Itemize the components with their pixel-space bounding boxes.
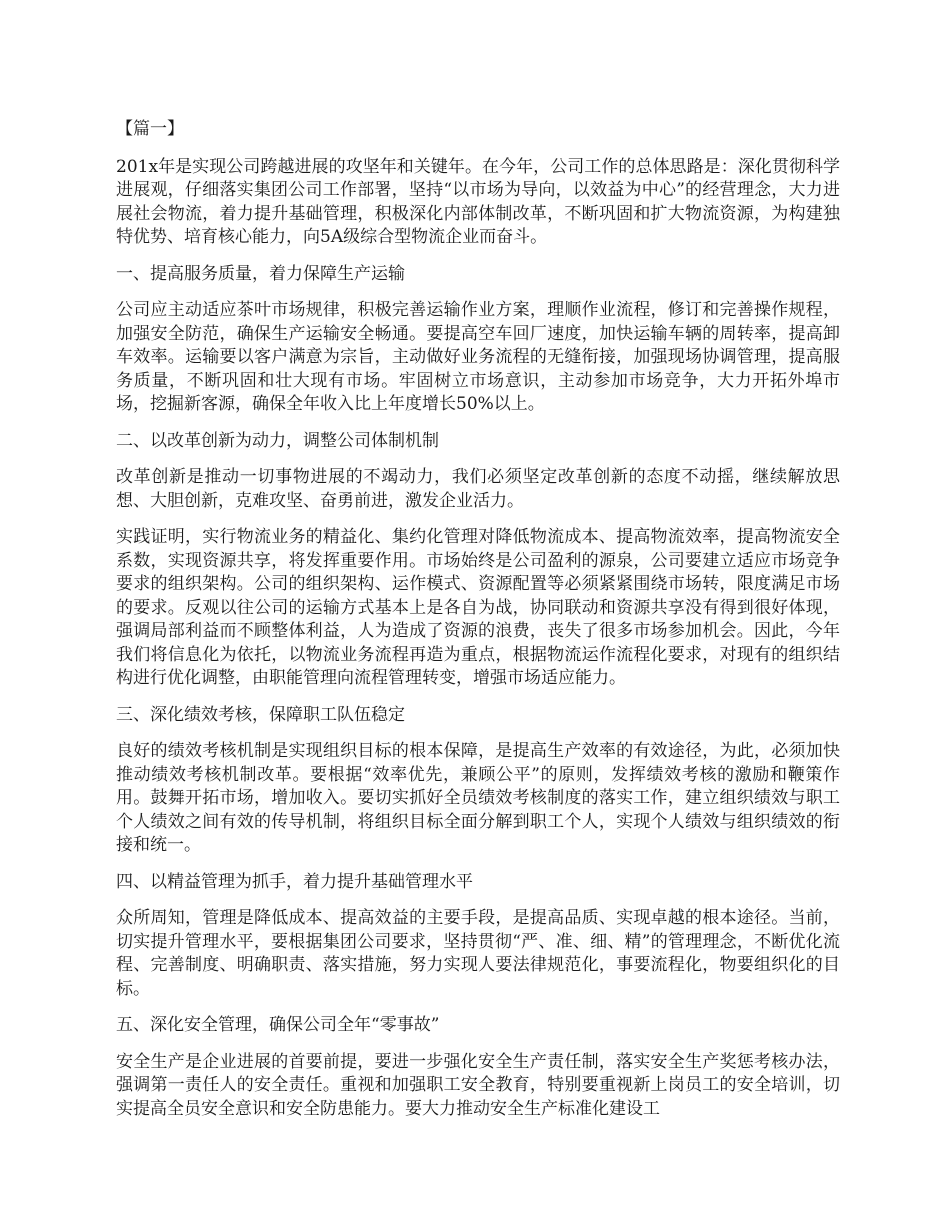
section-heading-2: 二、以改革创新为动力，调整公司体制机制	[116, 430, 439, 451]
section-heading-5: 五、深化安全管理，确保公司全年“零事故”	[116, 1015, 440, 1035]
document-title: 【篇一】	[116, 119, 184, 139]
document-body	[116, 118, 840, 1134]
section-heading-3: 三、深化绩效考核，保障职工队伍稳定	[116, 704, 405, 725]
section-2-paragraph-1: 改革创新是推动一切事物进展的不竭动力，我们必须坚定改革创新的态度不动摇，继续解放思想、大胆创新，克难攻坚、奋勇前进，激发企业活力。	[116, 467, 840, 511]
section-heading-4: 四、以精益管理为抓手，着力提升基础管理水平	[116, 871, 473, 892]
section-4-paragraph: 众所周知，管理是降低成本、提高效益的主要手段，是提高品质、实现卓越的根本途径。当前，切实提升管理水平，要根据集团公司要求，坚持贯彻“严、准、细、精”的管理理念，不断优化流程、完善制度、明确职责、落实措施，努力实现人要法律规范化，事要流程化，物要组织化的目标。	[116, 908, 840, 999]
section-1-paragraph: 公司应主动适应茶叶市场规律，积极完善运输作业方案，理顺作业流程，修订和完善操作规程，加强安全防范，确保生产运输安全畅通。要提高空车回厂速度，加快运输车辆的周转率，提高卸车效率。运输要以客户满意为宗旨，主动做好业务流程的无缝衔接，加强现场协调管理，提高服务质量，不断巩固和壮大现有市场。牢固树立市场意识，主动参加市场竞争，大力开拓外埠市场，挖掘新客源，确保全年收入比上年度增长50%以上。	[116, 300, 840, 414]
section-5-paragraph: 安全生产是企业进展的首要前提，要进一步强化安全生产责任制，落实安全生产奖惩考核办法，强调第一责任人的安全责任。重视和加强职工安全教育，特别要重视新上岗员工的安全培训，切实提高全员安全意识和安全防患能力。要大力推动安全生产标准化建设工	[116, 1051, 840, 1119]
section-2-paragraph-2: 实践证明，实行物流业务的精益化、集约化管理对降低物流成本、提高物流效率，提高物流安全系数，实现资源共享，将发挥重要作用。市场始终是公司盈利的源泉，公司要建立适应市场竞争要求的组织架构。公司的组织架构、运作模式、资源配置等必须紧紧围绕市场转，限度满足市场的要求。反观以往公司的运输方式基本上是各自为战，协同联动和资源共享没有得到很好体现，强调局部利益而不顾整体利益，人为造成了资源的浪费，丧失了很多市场参加机会。因此，今年我们将信息化为依托，以物流业务流程再造为重点，根据物流运作流程化要求，对现有的组织结构进行优化调整，由职能管理向流程管理转变，增强市场适应能力。	[116, 527, 840, 688]
section-heading-1: 一、提高服务质量，着力保障生产运输	[116, 263, 405, 284]
section-3-paragraph: 良好的绩效考核机制是实现组织目标的根本保障，是提高生产效率的有效途径，为此，必须加快推动绩效考核机制改革。要根据“效率优先，兼顾公平”的原则，发挥绩效考核的激励和鞭策作用。鼓舞开拓市场，增加收入。要切实抓好全员绩效考核制度的落实工作，建立组织绩效与职工个人绩效之间有效的传导机制，将组织目标全面分解到职工个人，实现个人绩效与组织绩效的衔接和统一。	[116, 741, 840, 855]
intro-paragraph: 201x年是实现公司跨越进展的攻坚年和关键年。在今年，公司工作的总体思路是：深化贯彻科学进展观，仔细落实集团公司工作部署，坚持“以市场为导向，以效益为中心”的经营理念，大力进展社会物流，着力提升基础管理，积极深化内部体制改革，不断巩固和扩大物流资源，为构建独特优势、培育核心能力，向5A级综合型物流企业而奋斗。	[116, 156, 840, 247]
